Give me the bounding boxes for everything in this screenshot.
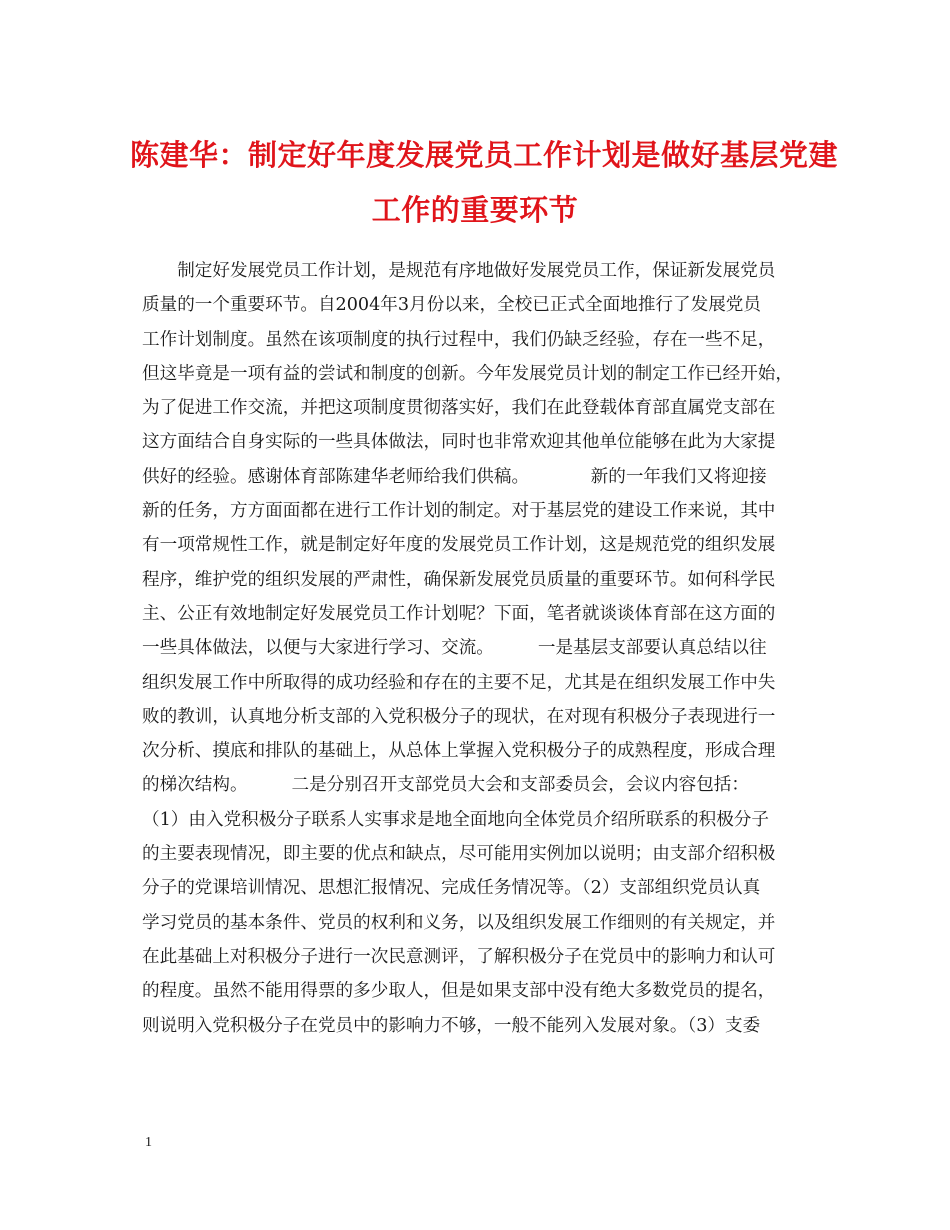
body-line: 新的任务，方方面面都在进行工作计划的制定。对于基层党的建设工作来说，其中 [142,501,776,522]
body-line: 有一项常规性工作，就是制定好年度的发展党员工作计划，这是规范党的组织发展 [142,535,776,556]
body-line: 的主要表现情况，即主要的优点和缺点，尽可能用实例加以说明；由支部介绍积极 [142,844,776,865]
body-line: 分子的党课培训情况、思想汇报情况、完成任务情况等。（2）支部组织党员认真 [142,878,761,899]
body-line: 则说明入党积极分子在党员中的影响力不够，一般不能列入发展对象。（3）支委 [142,1015,761,1036]
body-line: 主、公正有效地制定好发展党员工作计划呢？下面，笔者就谈谈体育部在这方面的 [142,603,776,624]
document-title [130,128,839,238]
page-number: 1 [145,1135,152,1150]
body-line: 制定好发展党员工作计划，是规范有序地做好发展党员工作，保证新发展党员 [142,261,776,281]
body-line: 供好的经验。感谢体育部陈建华老师给我们供稿。 新的一年我们又将迎接 [142,466,767,487]
body-line: 一些具体做法，以便与大家进行学习、交流。 一是基层支部要认真总结以往 [142,638,767,659]
body-line: 次分析、摸底和排队的基础上，从总体上掌握入党积极分子的成熟程度，形成合理 [142,741,776,762]
body-line: 学习党员的基本条件、党员的权利和义务，以及组织发展工作细则的有关规定，并 [142,912,776,933]
body-line: 工作计划制度。虽然在该项制度的执行过程中，我们仍缺乏经验，存在一些不足， [142,329,776,350]
body-line: 的程度。虽然不能用得票的多少取人，但是如果支部中没有绝大多数党员的提名， [142,981,776,1002]
body-line: （1）由入党积极分子联系人实事求是地全面地向全体党员介绍所联系的积极分子 [142,809,769,830]
body-line: 败的教训，认真地分析支部的入党积极分子的现状，在对现有积极分子表现进行一 [142,706,776,727]
title-line-1: 陈建华：制定好年度发展党员工作计划是做好基层党建 [130,138,839,172]
document-body [142,254,832,1043]
title-line-2: 工作的重要环节 [371,193,579,227]
body-line: 的梯次结构。 二是分别召开支部党员大会和支部委员会，会议内容包括： [142,775,749,796]
body-line: 在此基础上对积极分子进行一次民意测评，了解积极分子在党员中的影响力和认可 [142,946,776,967]
body-line: 但这毕竟是一项有益的尝试和制度的创新。今年发展党员计划的制定工作已经开始， [142,363,793,384]
body-line: 这方面结合自身实际的一些具体做法，同时也非常欢迎其他单位能够在此为大家提 [142,432,776,453]
body-line: 为了促进工作交流，并把这项制度贯彻落实好，我们在此登载体育部直属党支部在 [142,398,776,419]
body-line: 质量的一个重要环节。自2004年3月份以来，全校已正式全面地推行了发展党员 [142,295,761,316]
body-line: 程序，维护党的组织发展的严肃性，确保新发展党员质量的重要环节。如何科学民 [142,569,776,590]
body-line: 组织发展工作中所取得的成功经验和存在的主要不足，尤其是在组织发展工作中失 [142,672,776,693]
